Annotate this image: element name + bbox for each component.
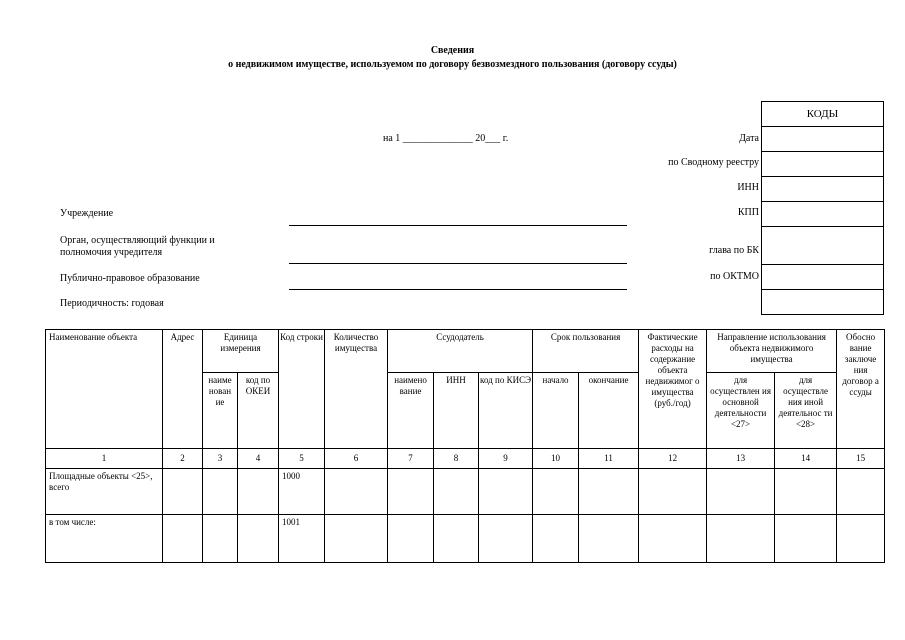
- table-cell[interactable]: [775, 469, 837, 515]
- report-date-line: на 1 ______________ 20___ г.: [383, 133, 509, 144]
- header-lender-name: наимено вание: [388, 373, 434, 449]
- table-cell[interactable]: [639, 469, 707, 515]
- header-quantity: Количество имущества: [325, 330, 388, 449]
- header-object-name: Наименование объекта: [46, 330, 163, 449]
- table-row: [46, 469, 885, 515]
- table-cell[interactable]: [434, 469, 479, 515]
- header-lender-kise: код по КИСЭ: [479, 373, 533, 449]
- column-number: 14: [775, 449, 837, 469]
- column-number: 12: [639, 449, 707, 469]
- column-number: 15: [837, 449, 885, 469]
- founder-field-line[interactable]: [289, 263, 627, 264]
- codes-label-date: Дата: [739, 133, 759, 144]
- codes-label-kpp: КПП: [737, 207, 759, 218]
- header-term-end: окончание: [579, 373, 639, 449]
- header-unit-okei: код по ОКЕИ: [238, 373, 279, 449]
- table-cell[interactable]: [388, 515, 434, 563]
- table-cell[interactable]: [203, 515, 238, 563]
- column-number: 3: [203, 449, 238, 469]
- header-direction-main: для осуществлен ия основной деятельности <27>: [707, 373, 775, 449]
- table-cell[interactable]: [325, 469, 388, 515]
- code-cell-budget-chapter[interactable]: [762, 227, 884, 265]
- code-cell-oktmo[interactable]: [762, 265, 884, 290]
- table-cell[interactable]: [163, 515, 203, 563]
- table-cell[interactable]: [325, 515, 388, 563]
- header-unit-name: наиме нован ие: [203, 373, 238, 449]
- public-entity-label: Публично-правовое образование: [60, 273, 200, 284]
- table-cell[interactable]: [775, 515, 837, 563]
- header-address: Адрес: [163, 330, 203, 449]
- code-cell-kpp[interactable]: [762, 202, 884, 227]
- code-cell-registry[interactable]: [762, 152, 884, 177]
- table-cell[interactable]: [707, 515, 775, 563]
- column-number: 6: [325, 449, 388, 469]
- table-cell[interactable]: [163, 469, 203, 515]
- header-unit: Единица измерения: [203, 330, 279, 373]
- column-number: 8: [434, 449, 479, 469]
- column-number: 5: [279, 449, 325, 469]
- table-cell[interactable]: [238, 515, 279, 563]
- table-cell[interactable]: [533, 515, 579, 563]
- column-number: 4: [238, 449, 279, 469]
- codes-label-budget-chapter: глава по БК: [709, 245, 759, 256]
- header-expenses: Фактические расходы на содержание объекта недвижимог о имущества (руб./год): [639, 330, 707, 449]
- periodicity-label: Периодичность: годовая: [60, 298, 164, 309]
- codes-label-registry: по Сводному реестру: [668, 157, 759, 168]
- code-cell-inn[interactable]: [762, 177, 884, 202]
- founder-label-line2: полномочия учредителя: [60, 247, 163, 258]
- header-term-start: начало: [533, 373, 579, 449]
- table-row: [46, 515, 885, 563]
- public-entity-field-line[interactable]: [289, 289, 627, 290]
- table-cell[interactable]: [533, 469, 579, 515]
- row-object-name: Площадные объекты <25>, всего: [46, 469, 163, 515]
- institution-label: Учреждение: [60, 208, 114, 219]
- codes-heading: КОДЫ: [762, 102, 884, 127]
- table-cell[interactable]: [388, 469, 434, 515]
- table-cell[interactable]: [238, 469, 279, 515]
- row-code: 1000: [279, 469, 325, 515]
- founder-label: [60, 235, 215, 259]
- header-basis: Обосно вание заключе ния договор а ссуды: [837, 330, 885, 449]
- document-subtitle: о недвижимом имуществе, используемом по договору безвозмездного пользования (договору ссуды): [228, 59, 677, 70]
- document-title: Сведения: [430, 45, 475, 56]
- table-cell[interactable]: [579, 469, 639, 515]
- row-object-name: в том числе:: [46, 515, 163, 563]
- column-number: 11: [579, 449, 639, 469]
- column-number: 2: [163, 449, 203, 469]
- header-lender-inn: ИНН: [434, 373, 479, 449]
- codes-table: [761, 101, 884, 315]
- code-cell-extra[interactable]: [762, 290, 884, 315]
- column-number: 9: [479, 449, 533, 469]
- table-cell[interactable]: [639, 515, 707, 563]
- column-number: 1: [46, 449, 163, 469]
- table-cell[interactable]: [434, 515, 479, 563]
- table-cell[interactable]: [479, 515, 533, 563]
- property-table: [45, 329, 885, 563]
- codes-label-inn: ИНН: [737, 182, 759, 193]
- table-cell[interactable]: [203, 469, 238, 515]
- row-code: 1001: [279, 515, 325, 563]
- table-cell[interactable]: [837, 469, 885, 515]
- table-cell[interactable]: [479, 469, 533, 515]
- column-number: 7: [388, 449, 434, 469]
- institution-field-line[interactable]: [289, 225, 627, 226]
- header-direction-other: для осуществле ния иной деятельнос ти <28>: [775, 373, 837, 449]
- table-cell[interactable]: [579, 515, 639, 563]
- header-term: Срок пользования: [533, 330, 639, 373]
- table-cell[interactable]: [837, 515, 885, 563]
- code-cell-date[interactable]: [762, 127, 884, 152]
- founder-label-line1: Орган, осуществляющий функции и: [60, 235, 215, 246]
- header-direction: Направление использования объекта недвижимого имущества: [707, 330, 837, 373]
- table-cell[interactable]: [707, 469, 775, 515]
- column-number: 10: [533, 449, 579, 469]
- header-lender: Ссудодатель: [388, 330, 533, 373]
- codes-label-oktmo: по ОКТМО: [710, 271, 759, 282]
- column-number: 13: [707, 449, 775, 469]
- header-row-code: Код строки: [279, 330, 325, 449]
